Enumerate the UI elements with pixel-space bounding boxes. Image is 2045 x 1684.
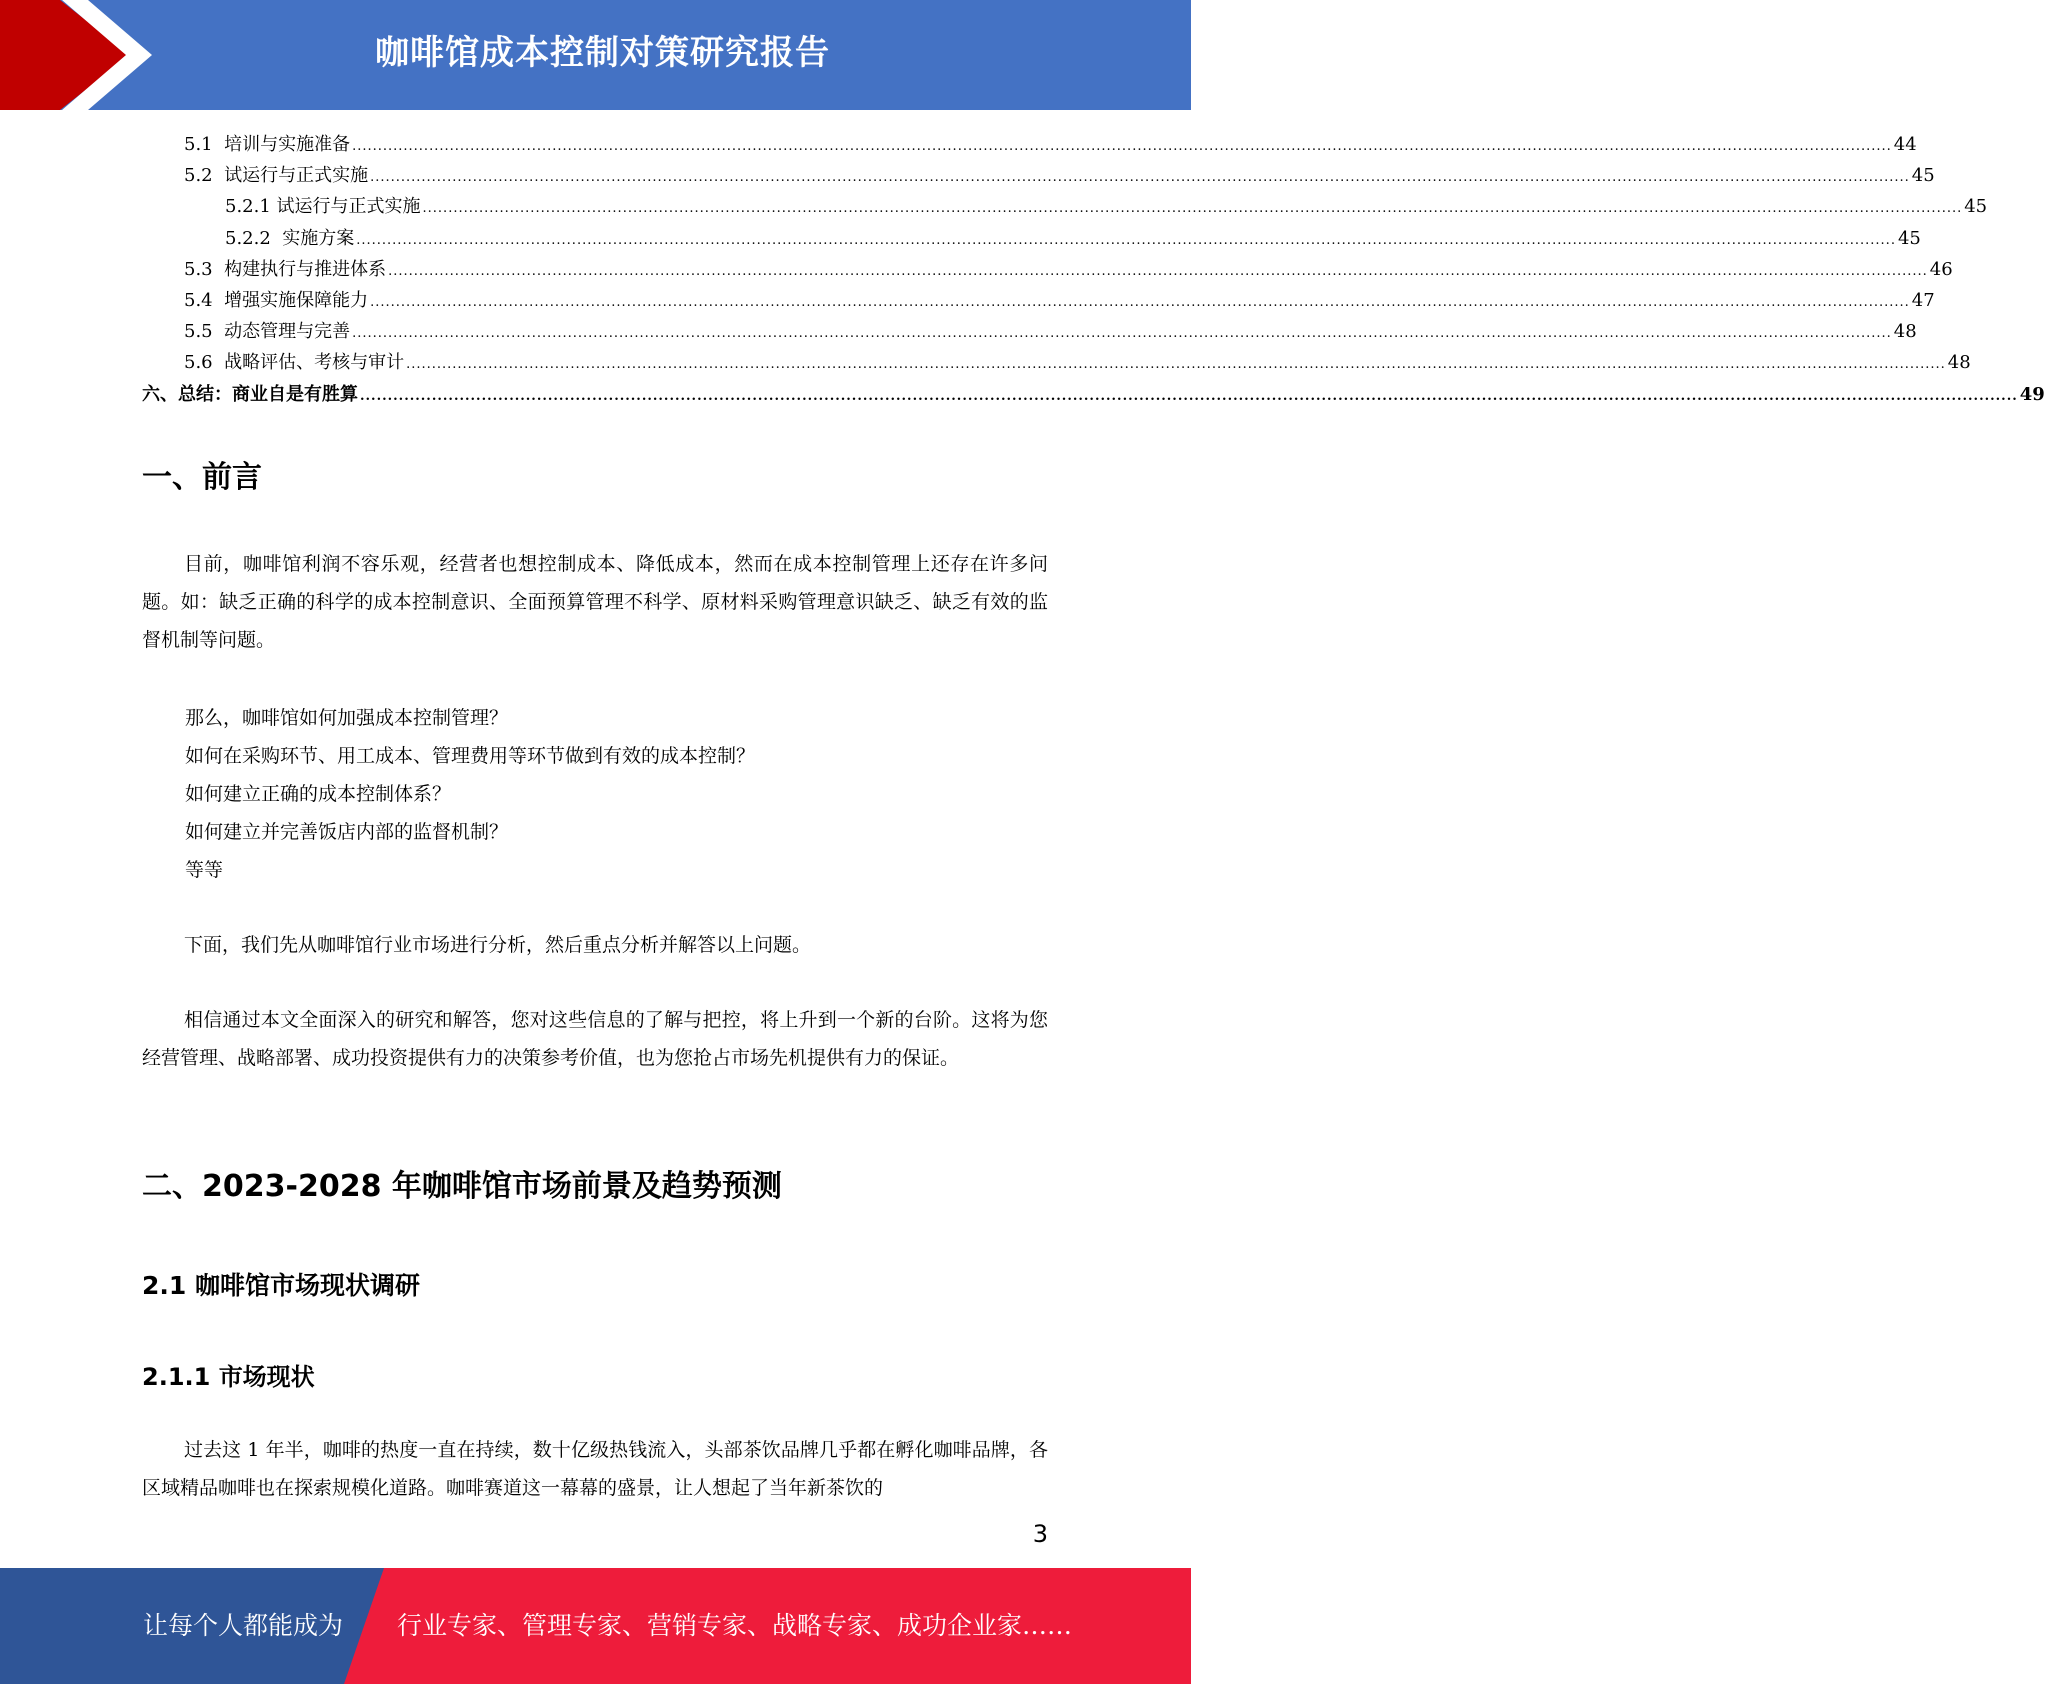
section-heading-market-outlook: 二、2023-2028 年咖啡馆市场前景及趋势预测 [142,1169,782,1204]
toc-leader-dots: ............................................................................................................................................................................................................................................................................................................ [370,294,1910,310]
question-line: 如何在采购环节、用工成本、管理费用等环节做到有效的成本控制？ [185,745,756,767]
toc-leader-dots: ............................................................................................................................................................................................................................................................................................................ [352,326,1892,342]
toc-entry-page: 49 [2019,383,2045,405]
toc-entry[interactable] [142,317,1917,348]
question-line: 等等 [185,859,224,881]
toc-entry-label: 5.6 战略评估、考核与审计 [184,352,405,374]
preface-paragraph-3: 相信通过本文全面深入的研究和解答，您对这些信息的了解与把控，将上升到一个新的台阶。这将为您经营管理、战略部署、成功投资提供有力的决策参考价值，也为您抢占市场先机提供有力的保证。 [142,1009,1048,1069]
preface-paragraph-2: 下面，我们先从咖啡馆行业市场进行分析，然后重点分析并解答以上问题。 [184,934,812,956]
toc-entry[interactable] [142,130,1917,161]
toc-entry[interactable] [142,192,1988,223]
report-title: 咖啡馆成本控制对策研究报告 [375,33,830,73]
toc-entry-page: 45 [1964,196,1988,218]
market-status-paragraph: 过去这 1 年半，咖啡的热度一直在持续，数十亿级热钱流入，头部茶饮品牌几乎都在孵化咖啡品牌，各区域精品咖啡也在探索规模化道路。咖啡赛道这一幕幕的盛景，让人想起了当年新茶饮的 [142,1439,1048,1499]
toc-leader-dots: ............................................................................................................................................................................................................................................................................................................ [356,232,1896,248]
toc-entry-page: 45 [1911,165,1935,187]
footer-slogan-right: 行业专家、管理专家、营销专家、战略专家、成功企业家…… [397,1611,1073,1640]
toc-entry[interactable] [142,348,1971,379]
toc-entry[interactable] [142,224,1921,255]
page-number: 3 [1032,1520,1048,1548]
toc-entry[interactable] [142,286,1935,317]
toc-entry-page: 45 [1897,227,1921,249]
toc-leader-dots: ............................................................................................................................................................................................................................................................................................................ [388,263,1928,279]
toc-entry-label: 5.2 试运行与正式实施 [184,165,369,187]
toc-leader-dots: ............................................................................................................................................................................................................................................................................................................ [422,201,1963,217]
question-line: 那么，咖啡馆如何加强成本控制管理？ [185,707,509,729]
toc-entry-page: 44 [1893,134,1917,155]
section-heading-preface: 一、前言 [142,460,262,495]
question-line: 如何建立并完善饭店内部的监督机制？ [185,821,509,843]
table-of-contents [142,130,2045,411]
toc-entry-page: 47 [1911,289,1935,311]
subsection-heading-2-1: 2.1 咖啡馆市场现状调研 [142,1271,420,1300]
toc-entry-page: 46 [1929,258,1953,280]
toc-entry-label: 六、总结：商业自是有胜算 [142,383,358,405]
footer-slogan-left: 让每个人都能成为 [143,1611,344,1640]
toc-entry-label: 5.2.1 试运行与正式实施 [225,196,421,218]
toc-entry[interactable] [142,255,1953,286]
toc-entry-label: 5.1 培训与实施准备 [184,134,351,155]
page-footer [0,1568,1191,1684]
toc-entry-page: 48 [1893,321,1917,343]
toc-entry[interactable] [142,161,1935,192]
toc-leader-dots: ............................................................................................................................................................................................................................................................................................................ [370,170,1910,186]
toc-leader-dots: ............................................................................................................................................................................................................................................................................................................ [406,357,1946,373]
toc-entry-label: 5.2.2 实施方案 [225,227,355,249]
subsection-heading-2-1-1: 2.1.1 市场现状 [142,1363,315,1391]
toc-entry-label: 5.5 动态管理与完善 [184,321,351,343]
toc-entry[interactable] [142,380,2045,411]
page-header [0,0,1191,110]
toc-leader-dots: ............................................................................................................................................................................................................................................................................................................ [360,388,2018,404]
preface-paragraph-1: 目前，咖啡馆利润不容乐观，经营者也想控制成本、降低成本，然而在成本控制管理上还存在许多问题。如：缺乏正确的科学的成本控制意识、全面预算管理不科学、原材料采购管理意识缺乏、缺乏有效的监督机制等问题。 [142,553,1048,651]
toc-entry-label: 5.3 构建执行与推进体系 [184,258,387,280]
toc-leader-dots: ............................................................................................................................................................................................................................................................................................................ [352,139,1892,154]
toc-entry-page: 48 [1947,352,1971,374]
question-line: 如何建立正确的成本控制体系？ [185,783,452,805]
toc-entry-label: 5.4 增强实施保障能力 [184,289,369,311]
